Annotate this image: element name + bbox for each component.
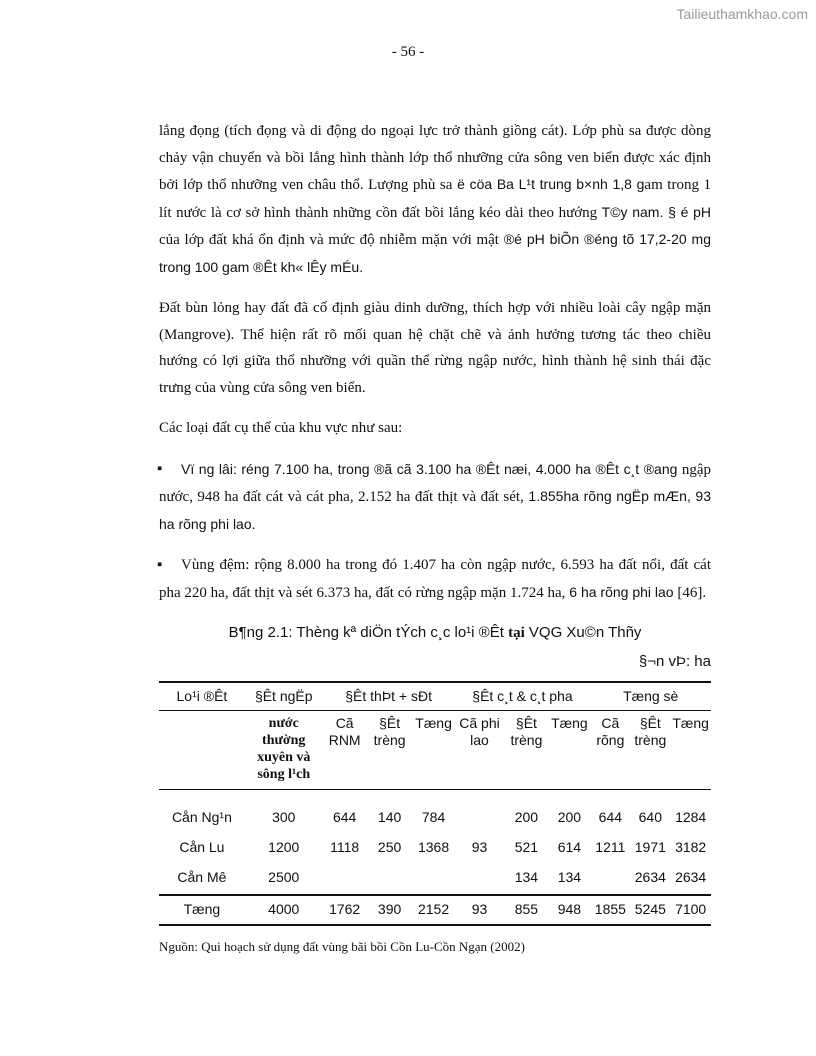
table-cell: 1200 (268, 838, 300, 855)
table-cell: 784 (413, 789, 455, 834)
table-cell: Cån Ng¹n (159, 789, 245, 834)
paragraph-1 (159, 118, 711, 281)
table-cell: 300 (245, 789, 323, 834)
table-cell (413, 864, 455, 895)
table-cell: 390 (367, 895, 413, 925)
paragraph-1-text-d: T©y nam. § é pH (597, 203, 712, 220)
table-cell: 1971 (634, 838, 666, 855)
bullet-core-text-a: Vï ng lâi: réng 7.100 ha, trong ®ã cã 3.100 ha ®Êt næi, 4.000 ha ®Êt c¸t ®ang (181, 460, 678, 477)
table-cell (590, 864, 630, 895)
table-cell: Tæng (159, 895, 245, 925)
paragraph-1-text-e: của lớp đất khá ổn định và mức độ nhiễm mặn với mật (159, 232, 499, 248)
table-total-row (159, 895, 711, 925)
table-cell: 1284 (670, 789, 711, 834)
table-cell (367, 864, 413, 895)
table-cell: 2634 (675, 868, 707, 885)
table-cell: 614 (557, 838, 582, 855)
table-cell: 7100 (670, 895, 711, 925)
bullet-buffer-zone (159, 552, 711, 606)
table-cell: 5245 (630, 895, 670, 925)
table-cell: 640 (630, 789, 670, 834)
table-cell: 1211 (595, 838, 626, 855)
bullet-marker: ▪ (157, 460, 163, 477)
bullet-core-zone (159, 456, 711, 539)
page-content (159, 118, 711, 960)
table-title-b: tại (508, 625, 525, 641)
table-cell: 2152 (413, 895, 455, 925)
page-number: - 56 - (391, 44, 425, 60)
col-subheader: Tæng (672, 714, 709, 731)
bullet-buffer-text-c: [46]. (673, 584, 707, 601)
watermark: Tailieuthamkhao.com (676, 6, 808, 22)
table-cell: 1762 (323, 895, 367, 925)
table-title (159, 620, 711, 647)
table-cell (323, 864, 367, 895)
table-cell: 644 (323, 789, 367, 834)
table-title-c: VQG Xu©n Thñy (524, 624, 642, 641)
col-subheader: §Êt trèng (373, 714, 406, 748)
col-subheader: Tæng (415, 714, 452, 731)
table-cell (455, 789, 505, 834)
table-cell: 93 (455, 895, 505, 925)
table-cell (455, 864, 505, 895)
col-subheader-wetland: nước thường xuyên và sông l¹ch (257, 715, 311, 782)
bullet-buffer-text-a: Vùng đệm: rộng 8.000 ha trong đó 1.407 ha còn ngập nước, 6.593 ha đất nổi, đất cát pha 220 ha, đất thịt và sét 6.373 ha, đất có rừng ngập mặn 1.724 ha, (159, 557, 711, 601)
col-subheader: Tæng (551, 714, 588, 731)
land-area-table (159, 681, 711, 926)
col-subheader: §Êt trèng (634, 714, 667, 748)
table-row (159, 789, 711, 834)
table-cell: 2634 (634, 868, 666, 885)
table-cell: 200 (548, 789, 590, 834)
table-cell: 1855 (590, 895, 630, 925)
col-header-sand: §Êt c¸t & c¸t pha (455, 682, 591, 710)
paragraph-2: Đất bùn lỏng hay đất đã cố định giàu dinh dưỡng, thích hợp với nhiều loài cây ngập mặn (Mangrove). Thể hiện rất rõ mối quan hệ chặt chẽ và ảnh hưởng tương tác theo chiều hướng có lợi giữa thổ nhưỡng với quần thể rừng ngập nước, hình thành hệ sinh thái đặc trưng của vùng cửa sông ven biển. (159, 300, 711, 396)
table-cell: 644 (590, 789, 630, 834)
table-cell: 140 (367, 789, 413, 834)
table-cell: 1118 (330, 838, 360, 855)
paragraph-1-text-c: am trong 1 lít nước là cơ sở hình thành những cồn đất bồi lắng kéo dài theo hướng (159, 177, 711, 221)
table-cell: 4000 (245, 895, 323, 925)
table-unit: §¬n vÞ: ha (638, 652, 711, 670)
table-row (159, 864, 711, 895)
col-subheader: §Êt trèng (510, 714, 543, 748)
table-cell: 1368 (417, 838, 450, 855)
paragraph-1-text-a: lắng đọng (tích đọng và di động do ngoại lực trở thành giồng cát). Lớp phù sa được dòng chảy vận chuyển và bồi lắng hình thành lớp thổ nhưỡng cửa sông ven biển được xác định bởi lớp thổ nhưỡng ven châu thổ. Lượng phù sa (159, 123, 711, 193)
table-source: Nguồn: Qui hoạch sử dụng đất vùng bãi bồi Cồn Lu-Cồn Ngạn (2002) (159, 938, 525, 954)
col-header-land-type: Lo¹i ®Êt (159, 682, 245, 710)
bullet-core-text-c: 1.855ha rõng ngËp mÆn, 93 ha rõng phi lao. (159, 488, 711, 532)
table-cell: 134 (514, 868, 539, 885)
col-subheader: Cã RNM (328, 714, 361, 748)
col-header-wetland: §Êt ngËp (245, 682, 323, 710)
paragraph-1-text-f: ®é pH biÕn ®éng tõ 17,2-20 mg trong 100 gam ®Êt kh« lÊy mÉu. (159, 231, 711, 275)
col-subheader: Cã rõng (596, 714, 625, 748)
bullet-core-text-b: ngập nước, 948 ha đất cát và cát pha, 2.152 ha đất thịt và đất sét, (159, 461, 711, 505)
table-title-a: B¶ng 2.1: Thèng kª diÖn tÝch c¸c lo¹i ®Êt (228, 624, 509, 641)
table-cell: Cån Mê (177, 868, 227, 885)
col-subheader: Cã phi lao (459, 714, 500, 748)
col-header-loam-clay: §Êt thÞt + sÐt (323, 682, 455, 710)
col-header-total: Tæng sè (590, 682, 711, 710)
bullet-marker: ▪ (157, 557, 163, 573)
table-cell: 855 (504, 895, 548, 925)
paragraph-3: Các loại đất cụ thể của khu vực như sau: (159, 420, 403, 436)
table-cell: 521 (514, 838, 539, 855)
table-cell: 2500 (268, 868, 300, 885)
bullet-buffer-text-b: 6 ha rõng phi lao (565, 583, 674, 600)
table-cell: 93 (471, 838, 488, 855)
table-cell: 200 (504, 789, 548, 834)
table-row (159, 834, 711, 864)
table-cell: 3182 (675, 838, 707, 855)
table-cell: 948 (548, 895, 590, 925)
table-cell: 250 (377, 838, 402, 855)
table-cell: Cån Lu (179, 838, 225, 855)
paragraph-1-text-b: ë cöa Ba L¹t trung b×nh 1,8 g (452, 176, 645, 192)
table-cell: 134 (557, 868, 582, 885)
